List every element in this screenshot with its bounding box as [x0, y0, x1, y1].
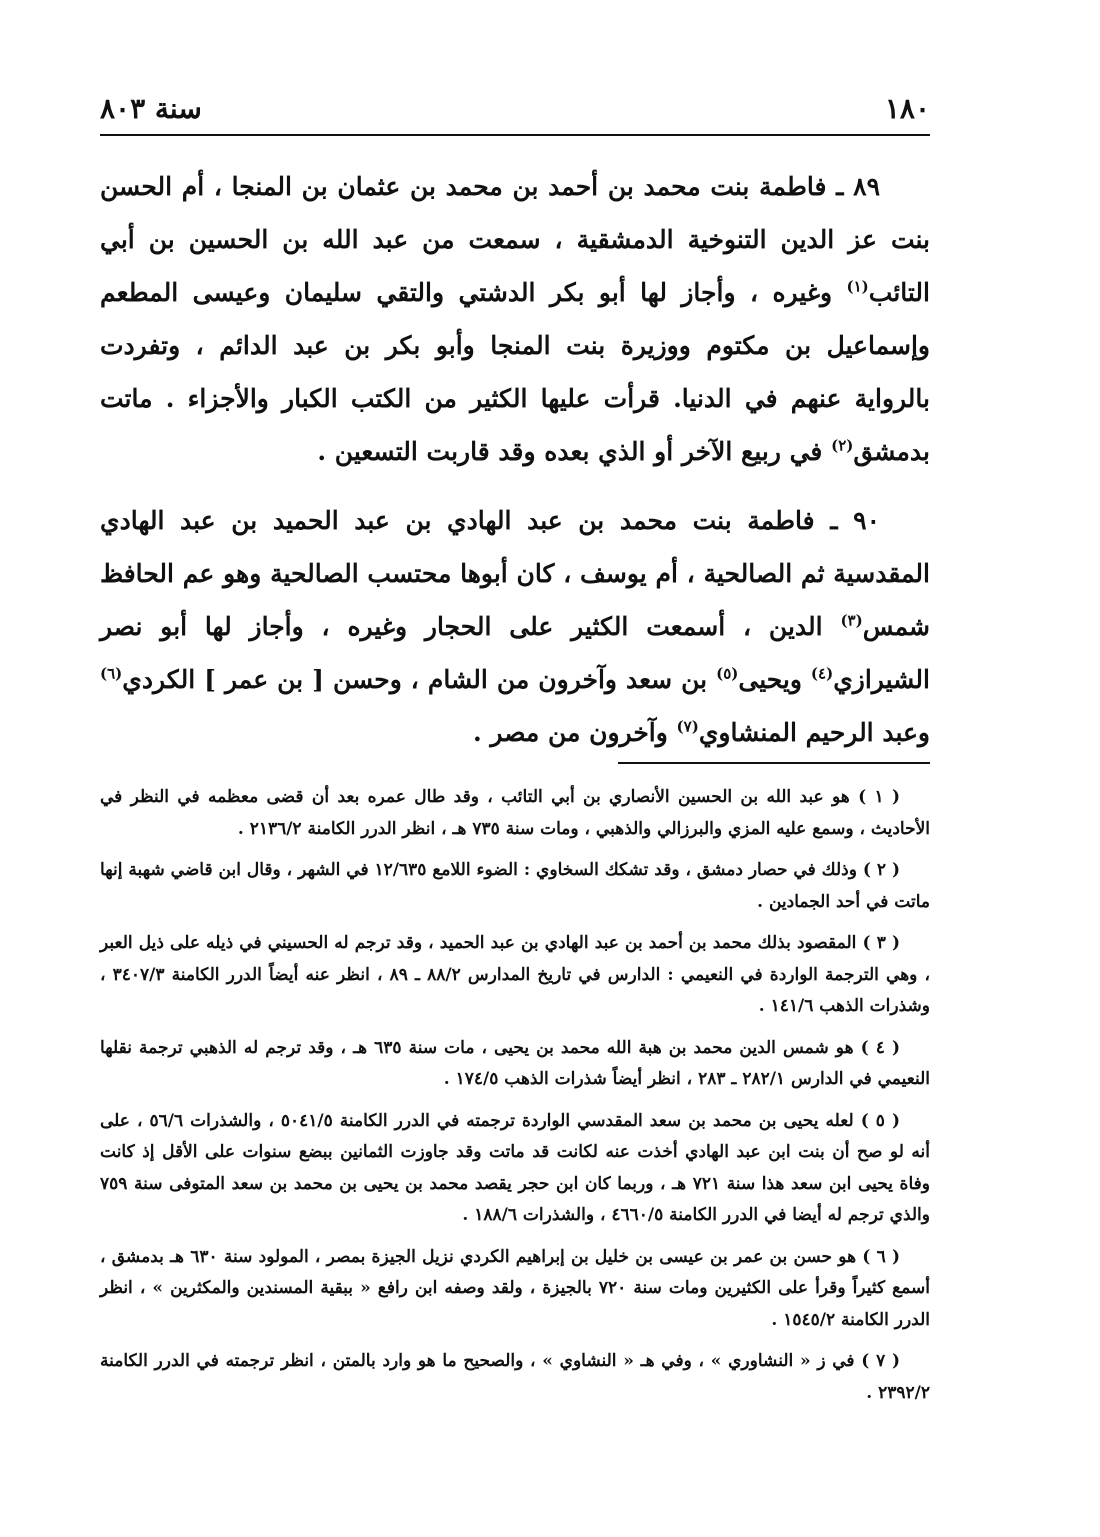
footnotes [100, 782, 930, 1419]
footnote-1: ( ١ ) هو عبد الله بن الحسين الأنصاري بن أبي التائب ، وقد طال عمره بعد أن قضى معظمه في النظر في الأحاديث ، وسمع عليه المزي والبرزالي والذهبي ، ومات سنة ٧٣٥ هـ ، انظر الدرر الكامنة ٢١٣٦/٢ . [100, 787, 930, 839]
footnote-ref: (٢) [831, 436, 854, 455]
entry-text: في ربيع الآخر أو الذي بعده وقد قاربت التسعين . [317, 437, 832, 466]
footnote-ref: (٣) [840, 611, 863, 630]
footnote-6: ( ٦ ) هو حسن بن عمر بن عيسى بن خليل بن إبراهيم الكردي نزيل الجيزة بمصر ، المولود سنة ٦٣٠ هـ بدمشق ، أسمع كثيراً وقرأ على الكثيرين ومات سنة ٧٢٠ بالجيزة ، ولقد وصفه ابن رافع « ببقية المسندين والمكثرين » ، انظر الدرر الكامنة ١٥٤٥/٢ . [100, 1246, 930, 1330]
footnote-separator [100, 762, 930, 764]
main-text [100, 160, 930, 775]
entry-text: وعبد الرحيم المنشاوي [698, 718, 930, 747]
page-header [100, 88, 930, 128]
header-rule [100, 134, 930, 136]
footnote-7: ( ٧ ) في ز « النشاوري » ، وفي هـ « النشاوي » ، والصحيح ما هو وارد بالمتن ، انظر ترجمته في الدرر الكامنة ٢٣٩٢/٢ . [100, 1351, 930, 1403]
footnote-ref: (٤) [810, 664, 834, 683]
footnote-3: ( ٣ ) المقصود بذلك محمد بن أحمد بن عبد الهادي بن عبد الحميد ، وقد ترجم له الحسيني في ذيله على ذيل العبر ، وهي الترجمة الواردة في النعيمي : الدارس في تاريخ المدارس ٨٨/٢ ـ ٨٩ ، انظر عنه أيضاً الدرر الكامنة ٣٤٠٧/٣ ، وشذرات الذهب ١٤١/٦ . [100, 933, 931, 1016]
page-number: ١٨٠ [884, 91, 930, 125]
entry-text: وآخرون من مصر . [473, 718, 677, 747]
footnote-ref: (١) [846, 277, 869, 296]
footnote-ref: (٦) [100, 664, 123, 683]
entry-text: الدين ، أسمعت الكثير على الحجار وغيره ، وأجاز لها أبو نصر الشيرازي [100, 612, 930, 694]
entry-89 [100, 160, 930, 478]
footnote-4: ( ٤ ) هو شمس الدين محمد بن هبة الله محمد بن يحيى ، مات سنة ٦٣٥ هـ ، وقد ترجم له الذهبي ترجمة نقلها النعيمي في الدارس ٢٨٢/١ ـ ٢٨٣ ، انظر أيضاً شذرات الذهب ١٧٤/٥ . [100, 1037, 930, 1089]
footnote-5: ( ٥ ) لعله يحيى بن محمد بن سعد المقدسي الواردة ترجمته في الدرر الكامنة ٥٠٤١/٥ ، والشذرات ٥٦/٦ ، على أنه لو صح أن بنت ابن عبد الهادي أخذت عنه لكانت قد ماتت وقد جاوزت الثمانين ببضع سنوات على الأقل إذ كانت وفاة يحيى ابن سعد هذا سنة ٧٢١ هـ ، وربما كان ابن حجر يقصد محمد بن يحيى بن محمد بن سعد المتوفى سنة ٧٥٩ والذي ترجم له أيضا في الدرر الكامنة ٤٦٦٠/٥ ، والشذرات ١٨٨/٦ . [100, 1110, 930, 1225]
entry-text: ويحيى [738, 665, 811, 694]
entry-text: وغيره ، وأجاز لها أبو بكر الدشتي والتقي سليمان وعيسى المطعم وإسماعيل بن مكتوم ووزيرة بنت المنجا وأبو بكر بن عبد الدائم ، وتفردت بالرواية عنهم في الدنيا. قرأت عليها الكثير من الكتب الكبار والأجزاء . ماتت بدمشق [100, 278, 930, 466]
entry-text: ٩٠ ـ فاطمة بنت محمد بن عبد الهادي بن عبد الحميد بن عبد الهادي المقدسية ثم الصالحية ، أم يوسف ، كان أبوها محتسب الصالحية وهو عم الحافظ شمس [100, 506, 930, 641]
entry-text: ٨٩ ـ فاطمة بنت محمد بن أحمد بن محمد بن عثمان بن المنجا ، أم الحسن بنت عز الدين التنوخية الدمشقية ، سمعت من عبد الله بن الحسين بن أبي التائب [100, 172, 930, 307]
footnote-ref: (٥) [716, 664, 739, 683]
footnote-2: ( ٢ ) وذلك في حصار دمشق ، وقد تشكك السخاوي : الضوء اللامع ١٢/٦٣٥ في الشهر ، وقال ابن قاضي شهبة إنها ماتت في أحد الجمادين . [100, 860, 930, 912]
footnote-ref: (٧) [676, 717, 699, 736]
entry-90 [100, 494, 930, 759]
running-head-year: سنة ٨٠٣ [100, 91, 202, 125]
entry-text: بن سعد وآخرون من الشام ، وحسن [ بن عمر ] الكردي [122, 665, 717, 694]
